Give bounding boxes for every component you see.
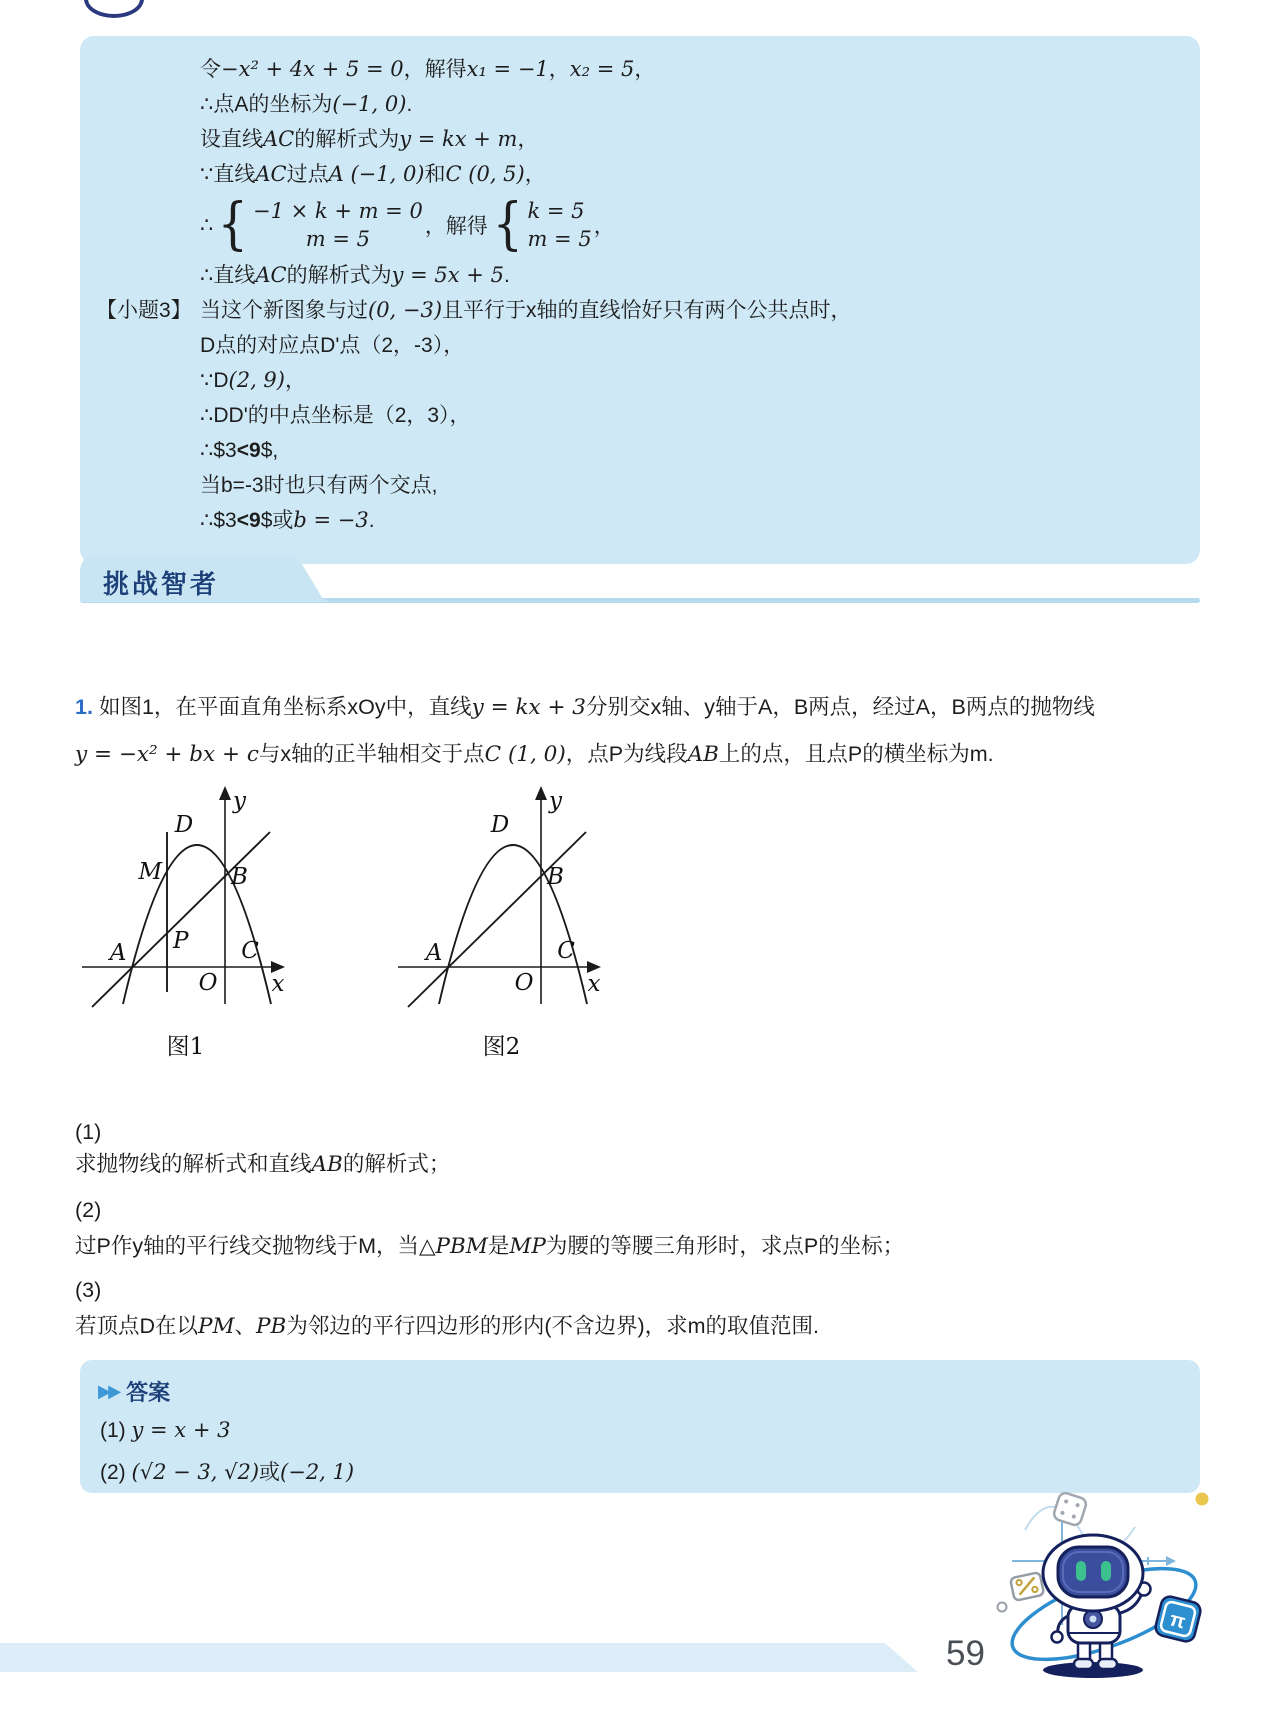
solution-line: ∴直线AC的解析式为y = 5x + 5. <box>200 263 510 287</box>
figure-2-caption: 图2 <box>482 1034 521 1060</box>
left-brace: { <box>492 192 523 257</box>
figure-2 <box>394 732 609 1061</box>
solve-text: ，解得 <box>424 215 488 238</box>
x-axis-label: x <box>587 971 601 997</box>
equation-system-2 <box>490 192 592 257</box>
problem-line-2: y = −x² + bx + c与x轴的正半轴相交于点C (1, 0)，点P为线段AB上的点，且点P的横坐标为m. <box>75 742 994 767</box>
point-label-c: C <box>241 938 259 964</box>
figure-1-plot <box>78 732 293 1012</box>
solution-line: D点的对应点D'点（2，-3）， <box>200 334 465 357</box>
robot-left-hand <box>1052 1632 1063 1643</box>
robot-emblem-core <box>1090 1616 1097 1623</box>
figure-1-caption: 图1 <box>166 1034 205 1060</box>
solution-line: ∴点A的坐标为(−1, 0). <box>200 92 413 116</box>
point-label-m: M <box>138 859 162 885</box>
y-axis-arrow <box>219 786 231 800</box>
yellow-dot-decoration <box>1196 1493 1209 1506</box>
y-axis-arrow <box>535 786 547 800</box>
section-title: 挑战智者 <box>103 569 220 599</box>
origin-label: O <box>514 970 534 996</box>
figure-2-plot <box>394 732 609 1012</box>
solution-line: 令−x² + 4x + 5 = 0，解得x₁ = −1，x₂ = 5， <box>200 57 656 81</box>
double-chevron-icon: ▶▶ <box>98 1381 119 1401</box>
point-label-d: D <box>174 812 194 838</box>
equation-system-1 <box>215 192 423 257</box>
case-line: −1 × k + m = 0 <box>253 199 423 223</box>
line-ab <box>92 832 270 1007</box>
point-label-a: A <box>425 940 443 966</box>
solution-line: ∴DD'的中点坐标是（2，3）， <box>200 404 471 427</box>
solution-line-labeled <box>96 293 1176 328</box>
left-brace: { <box>218 192 249 257</box>
solution-line: ∵直线AC过点A (−1, 0)和C (0, 5)， <box>200 162 546 186</box>
parabola-curve <box>439 845 587 1004</box>
tag-badge-icon <box>1010 1572 1044 1601</box>
point-label-d: D <box>490 812 510 838</box>
origin-label: O <box>198 970 218 996</box>
pi-badge-icon <box>1154 1595 1202 1643</box>
decoration-x-arrow <box>1166 1556 1176 1566</box>
case-line: m = 5 <box>305 227 371 251</box>
point-label-p: P <box>173 928 189 954</box>
robot-face-screen <box>1058 1547 1128 1597</box>
robot-eye <box>1076 1561 1086 1581</box>
robot-foot <box>1074 1659 1093 1669</box>
answer-header <box>98 1376 1180 1407</box>
answer-2: (2) (√2 − 3, √2)或(−2, 1) <box>100 1460 355 1484</box>
solution-line: ∵D(2, 9)， <box>200 368 306 392</box>
answer-panel <box>80 1360 1200 1493</box>
dot-decoration <box>998 1603 1007 1612</box>
question-3-text: 若顶点D在以PM、PB为邻边的平行四边形的形内(不含边界)，求m的取值范围. <box>75 1314 820 1339</box>
solution-line: ∴$3<9$或b = −3. <box>200 508 375 532</box>
solution-line: ∴$3<9$, <box>200 439 279 462</box>
answer-1: (1) y = x + 3 <box>100 1418 231 1442</box>
point-label-b: B <box>231 864 248 890</box>
y-axis-label: y <box>233 788 246 814</box>
problem-text: 如图1，在平面直角坐标系xOy中，直线y = kx + 3分别交x轴、y轴于A，B两点，经过A，B两点的抛物线 <box>98 695 1095 720</box>
problem-number: 1. <box>75 695 93 719</box>
question-list <box>75 1112 1205 1352</box>
therefore-symbol: ∴ <box>200 213 214 237</box>
y-axis-label: y <box>549 788 562 814</box>
robot-eye <box>1101 1561 1111 1581</box>
problem-line-1 <box>75 684 1205 731</box>
question-1-number: (1) <box>75 1120 102 1144</box>
svg-text:π: π <box>1167 1608 1188 1634</box>
question-1-text: 求抛物线的解析式和直线AB的解析式； <box>75 1152 451 1177</box>
partial-logo-arc <box>84 0 144 18</box>
dice-badge-icon <box>1052 1491 1087 1526</box>
figure-1 <box>78 732 293 1061</box>
solution-panel <box>80 36 1200 564</box>
point-label-b: B <box>547 864 564 890</box>
question-3-number: (3) <box>75 1278 102 1302</box>
robot-foot <box>1098 1659 1117 1669</box>
point-label-c: C <box>557 938 575 964</box>
case-line: k = 5 <box>527 199 585 223</box>
answer-title: 答案 <box>126 1380 171 1405</box>
subquestion-label: 【小题3】 <box>96 299 192 322</box>
x-axis-label: x <box>271 971 285 997</box>
footer-bar <box>0 1643 918 1672</box>
solution-line: 当b=-3时也只有两个交点, <box>200 474 438 497</box>
solution-line-text: 当这个新图象与过(0, −3)且平行于x轴的直线恰好只有两个公共点时， <box>200 298 852 322</box>
line-ab <box>408 832 586 1007</box>
solution-line-cases <box>96 192 1176 258</box>
solution-line: 设直线AC的解析式为y = kx + m， <box>200 127 539 151</box>
comma: ， <box>593 215 615 238</box>
case-line: m = 5 <box>527 227 592 251</box>
question-2-number: (2) <box>75 1198 102 1222</box>
section-tab <box>80 556 340 602</box>
robot-mascot <box>930 1485 1260 1695</box>
point-label-a: A <box>109 940 127 966</box>
page-number: 59 <box>946 1634 985 1673</box>
question-2-text: 过P作y轴的平行线交抛物线于M，当△PBM是MP为腰的等腰三角形时，求点P的坐标； <box>75 1234 905 1259</box>
